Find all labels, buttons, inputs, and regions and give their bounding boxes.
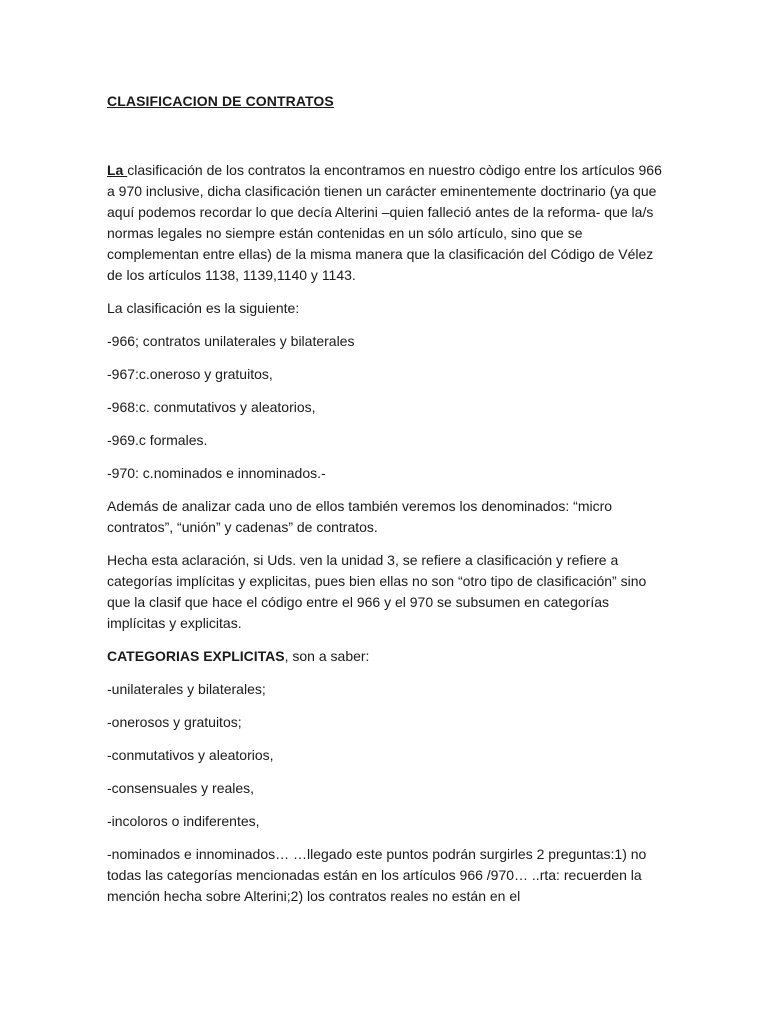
list-intro: La clasificación es la siguiente: xyxy=(107,300,300,316)
explicit-list-item: -consensuales y reales, xyxy=(107,780,255,796)
intro-lead: La xyxy=(107,162,128,178)
list-item: -966; contratos unilaterales y bilaterales xyxy=(107,333,355,349)
list-item: -967:c.oneroso y gratuitos, xyxy=(107,366,273,382)
paragraph-ademas: Además de analizar cada uno de ellos también veremos los denominados: “micro contratos”, “unión” y cadenas” de contratos. xyxy=(107,498,613,535)
explicit-list-item: -conmutativos y aleatorios, xyxy=(107,747,274,763)
final-paragraph: -nominados e innominados… …llegado este puntos podrán surgirles 2 preguntas:1) no todas las categorías mencionadas están en los artículos 966 /970… ..rta: recuerden la mención hecha sobre Alterini;2) los contratos reales no están en el xyxy=(107,846,647,904)
intro-paragraph xyxy=(107,160,668,286)
paragraph-hecha: Hecha esta aclaración, si Uds. ven la unidad 3, se refiere a clasificación y refiere a categorías implícitas y explicitas, pues bien ellas no son “otro tipo de clasificación” sino que la clasif que hace el código entre el 966 y el 970 se subsumen en categorías implícitas y explicitas. xyxy=(107,552,647,631)
explicit-list-item: -onerosos y gratuitos; xyxy=(107,714,242,730)
explicit-list-item: -incoloros o indiferentes, xyxy=(107,813,260,829)
categorias-heading: CATEGORIAS EXPLICITAS xyxy=(107,648,285,664)
categorias-paragraph xyxy=(107,646,668,667)
list-item: -970: c.nominados e innominados.- xyxy=(107,465,326,481)
explicit-list-item: -unilaterales y bilaterales; xyxy=(107,681,266,697)
intro-text: clasificación de los contratos la encontramos en nuestro còdigo entre los artículos 966 a 970 inclusive, dicha clasificación tienen un carácter eminentemente doctrinario (ya que aquí podemos recordar lo que decía Alterini –quien falleció antes de la reforma- que la/s normas legales no siempre están contenidas en un sólo artículo, sino que se complementan entre ellas) de la misma manera que la clasificación del Código de Vélez de los artículos 1138, 1139,1140 y 1143. xyxy=(107,162,662,283)
list-item: -969.c formales. xyxy=(107,432,208,448)
document-title: CLASIFICACION DE CONTRATOS xyxy=(107,93,334,109)
categorias-suffix: , son a saber: xyxy=(284,648,370,664)
list-item: -968:c. conmutativos y aleatorios, xyxy=(107,399,316,415)
